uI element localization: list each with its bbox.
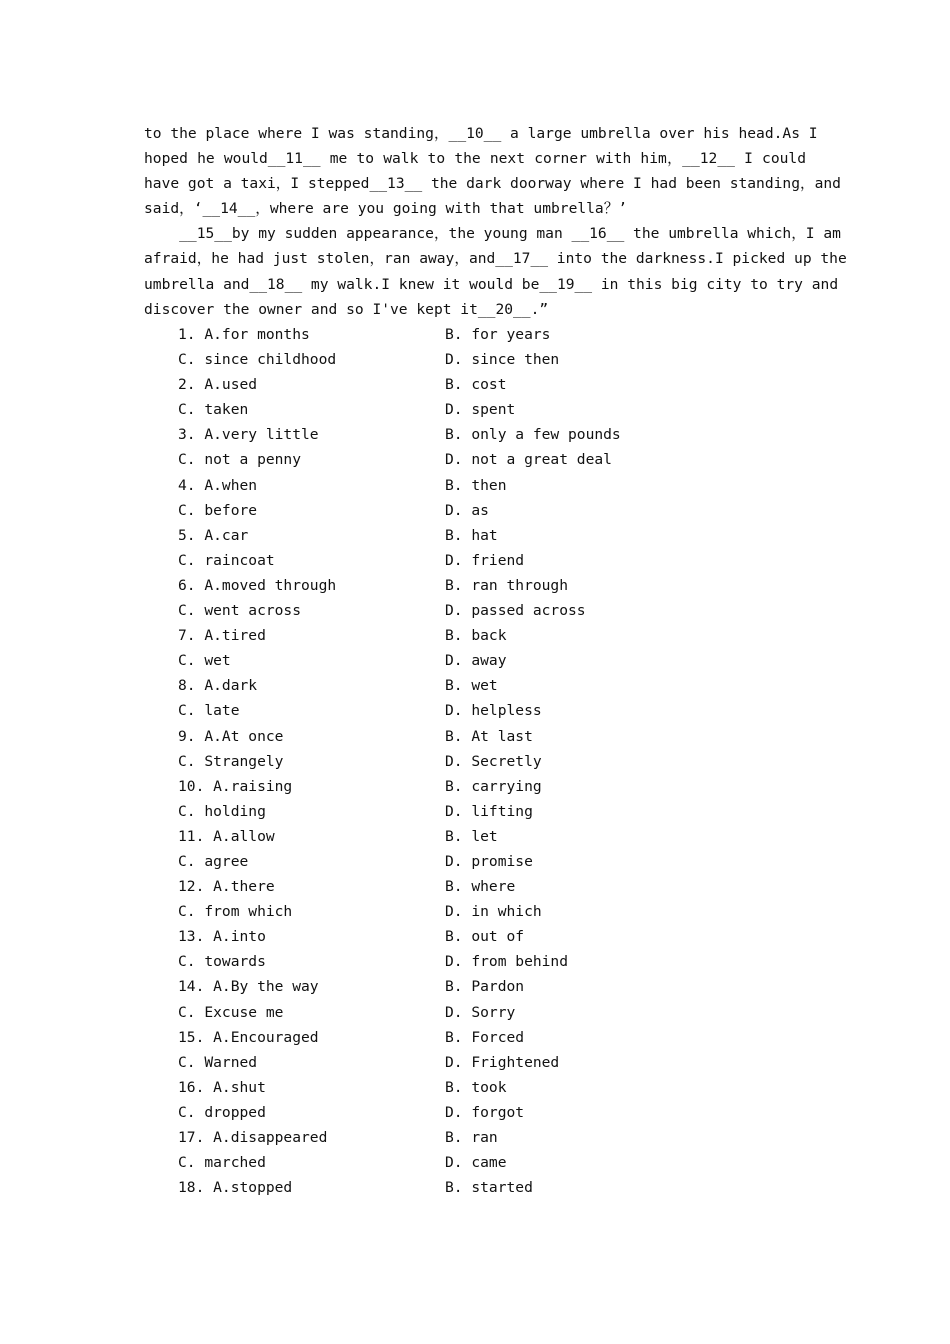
option-left: 10. A.raising	[178, 777, 293, 795]
option-row	[178, 799, 818, 824]
option-row	[178, 924, 818, 949]
option-row	[178, 422, 818, 447]
option-row	[178, 372, 818, 397]
option-right: D. as	[445, 501, 489, 519]
option-right: B. took	[445, 1078, 507, 1096]
option-left: C. marched	[178, 1154, 266, 1172]
option-left: C. Strangely	[178, 752, 284, 770]
option-left: C. raincoat	[178, 551, 275, 569]
option-left: 4. A.when	[178, 476, 258, 494]
option-left: C. not a penny	[178, 451, 302, 469]
option-row	[178, 623, 818, 648]
option-left: C. before	[178, 501, 258, 519]
option-left: 15. A.Encouraged	[178, 1028, 319, 1046]
option-row	[178, 749, 818, 774]
option-right: B. Pardon	[445, 978, 525, 996]
option-right: B. let	[445, 827, 498, 845]
option-right: B. ran through	[445, 576, 569, 594]
passage-line: __15__by my sudden appearance，the young man __16__ the umbrella which，I am	[144, 225, 841, 243]
option-right: B. wet	[445, 677, 498, 695]
passage-line: hoped he would__11__ me to walk to the next corner with him，__12__ I could	[144, 150, 806, 168]
passage-line: umbrella and__18__ my walk.I knew it would be__19__ in this big city to try and	[144, 275, 839, 293]
option-row	[178, 1025, 818, 1050]
option-right: B. At last	[445, 727, 533, 745]
option-right: D. in which	[445, 903, 542, 921]
option-left: 18. A.stopped	[178, 1179, 293, 1197]
option-row	[178, 849, 818, 874]
option-right: B. for years	[445, 326, 551, 343]
option-row	[178, 824, 818, 849]
option-left: C. late	[178, 702, 240, 720]
passage-line: to the place where I was standing，__10__ a large umbrella over his head.As I	[144, 125, 818, 142]
option-row	[178, 648, 818, 673]
option-right: D. Sorry	[445, 1003, 516, 1021]
option-row	[178, 598, 818, 623]
option-left: C. wet	[178, 652, 231, 670]
option-left: C. towards	[178, 953, 266, 971]
option-row	[178, 724, 818, 749]
option-row	[178, 698, 818, 723]
option-row	[178, 523, 818, 548]
passage-text	[144, 121, 847, 322]
option-right: D. friend	[445, 551, 525, 569]
option-left: 7. A.tired	[178, 627, 266, 645]
option-right: B. hat	[445, 526, 498, 544]
passage-line: discover the owner and so I've kept it__20__.”	[144, 300, 549, 318]
option-right: D. not a great deal	[445, 451, 612, 469]
option-row	[178, 899, 818, 924]
option-left: C. from which	[178, 903, 293, 921]
option-row	[178, 974, 818, 999]
option-left: 3. A.very little	[178, 426, 319, 444]
option-row	[178, 774, 818, 799]
option-right: B. started	[445, 1179, 533, 1197]
option-right: D. helpless	[445, 702, 542, 720]
option-left: 16. A.shut	[178, 1078, 266, 1096]
option-row	[178, 548, 818, 573]
option-right: B. out of	[445, 928, 525, 946]
option-left: C. holding	[178, 802, 266, 820]
option-right: D. promise	[445, 852, 533, 870]
option-left: 8. A.dark	[178, 677, 258, 695]
option-left: 13. A.into	[178, 928, 266, 946]
option-row	[178, 673, 818, 698]
option-left: 11. A.allow	[178, 827, 275, 845]
option-right: D. came	[445, 1154, 507, 1172]
option-right: D. passed across	[445, 602, 586, 620]
option-left: 1. A.for months	[178, 326, 310, 343]
option-left: C. dropped	[178, 1103, 266, 1121]
option-row	[178, 949, 818, 974]
option-row	[178, 573, 818, 598]
option-right: B. ran	[445, 1129, 498, 1146]
passage-line: have got a taxi，I stepped__13__ the dark doorway where I had been standing，and	[144, 175, 841, 193]
option-right: D. away	[445, 652, 507, 670]
option-row	[178, 347, 818, 372]
option-left: C. agree	[178, 852, 249, 870]
option-left: C. went across	[178, 602, 302, 620]
option-right: B. cost	[445, 376, 507, 394]
option-left: 5. A.car	[178, 526, 249, 544]
option-right: B. where	[445, 878, 516, 896]
option-right: D. since then	[445, 351, 560, 369]
option-row	[178, 498, 818, 523]
option-left: 12. A.there	[178, 878, 275, 896]
option-left: 17. A.disappeared	[178, 1129, 328, 1146]
option-right: D. forgot	[445, 1103, 525, 1121]
option-row	[178, 1100, 818, 1125]
option-row	[178, 1150, 818, 1175]
option-row	[178, 473, 818, 498]
passage-line: afraid，he had just stolen，ran away，and__17__ into the darkness.I picked up the	[144, 250, 847, 268]
option-right: D. Frightened	[445, 1053, 560, 1071]
option-row	[178, 397, 818, 422]
option-right: D. lifting	[445, 802, 533, 820]
option-row	[178, 1050, 818, 1075]
option-right: B. carrying	[445, 777, 542, 795]
option-right: B. Forced	[445, 1028, 525, 1046]
option-left: 2. A.used	[178, 376, 258, 394]
option-right: B. then	[445, 476, 507, 494]
option-row	[178, 1175, 818, 1200]
option-left: C. since childhood	[178, 351, 337, 369]
option-right: B. back	[445, 627, 507, 645]
option-left: C. Excuse me	[178, 1003, 284, 1021]
option-row	[178, 1125, 818, 1150]
option-left: C. taken	[178, 401, 249, 419]
option-row	[178, 1075, 818, 1100]
passage-line: said，‘__14__，where are you going with that umbrella？’	[144, 200, 628, 218]
option-right: D. spent	[445, 401, 516, 419]
option-row	[178, 874, 818, 899]
option-row	[178, 322, 818, 347]
option-row	[178, 1000, 818, 1025]
option-row	[178, 447, 818, 472]
option-right: D. Secretly	[445, 752, 542, 770]
answer-options-list	[178, 322, 818, 1200]
option-left: C. Warned	[178, 1053, 258, 1071]
option-left: 6. A.moved through	[178, 576, 337, 594]
option-right: B. only a few pounds	[445, 426, 621, 444]
option-right: D. from behind	[445, 953, 569, 971]
option-left: 14. A.By the way	[178, 978, 319, 996]
option-left: 9. A.At once	[178, 727, 284, 745]
